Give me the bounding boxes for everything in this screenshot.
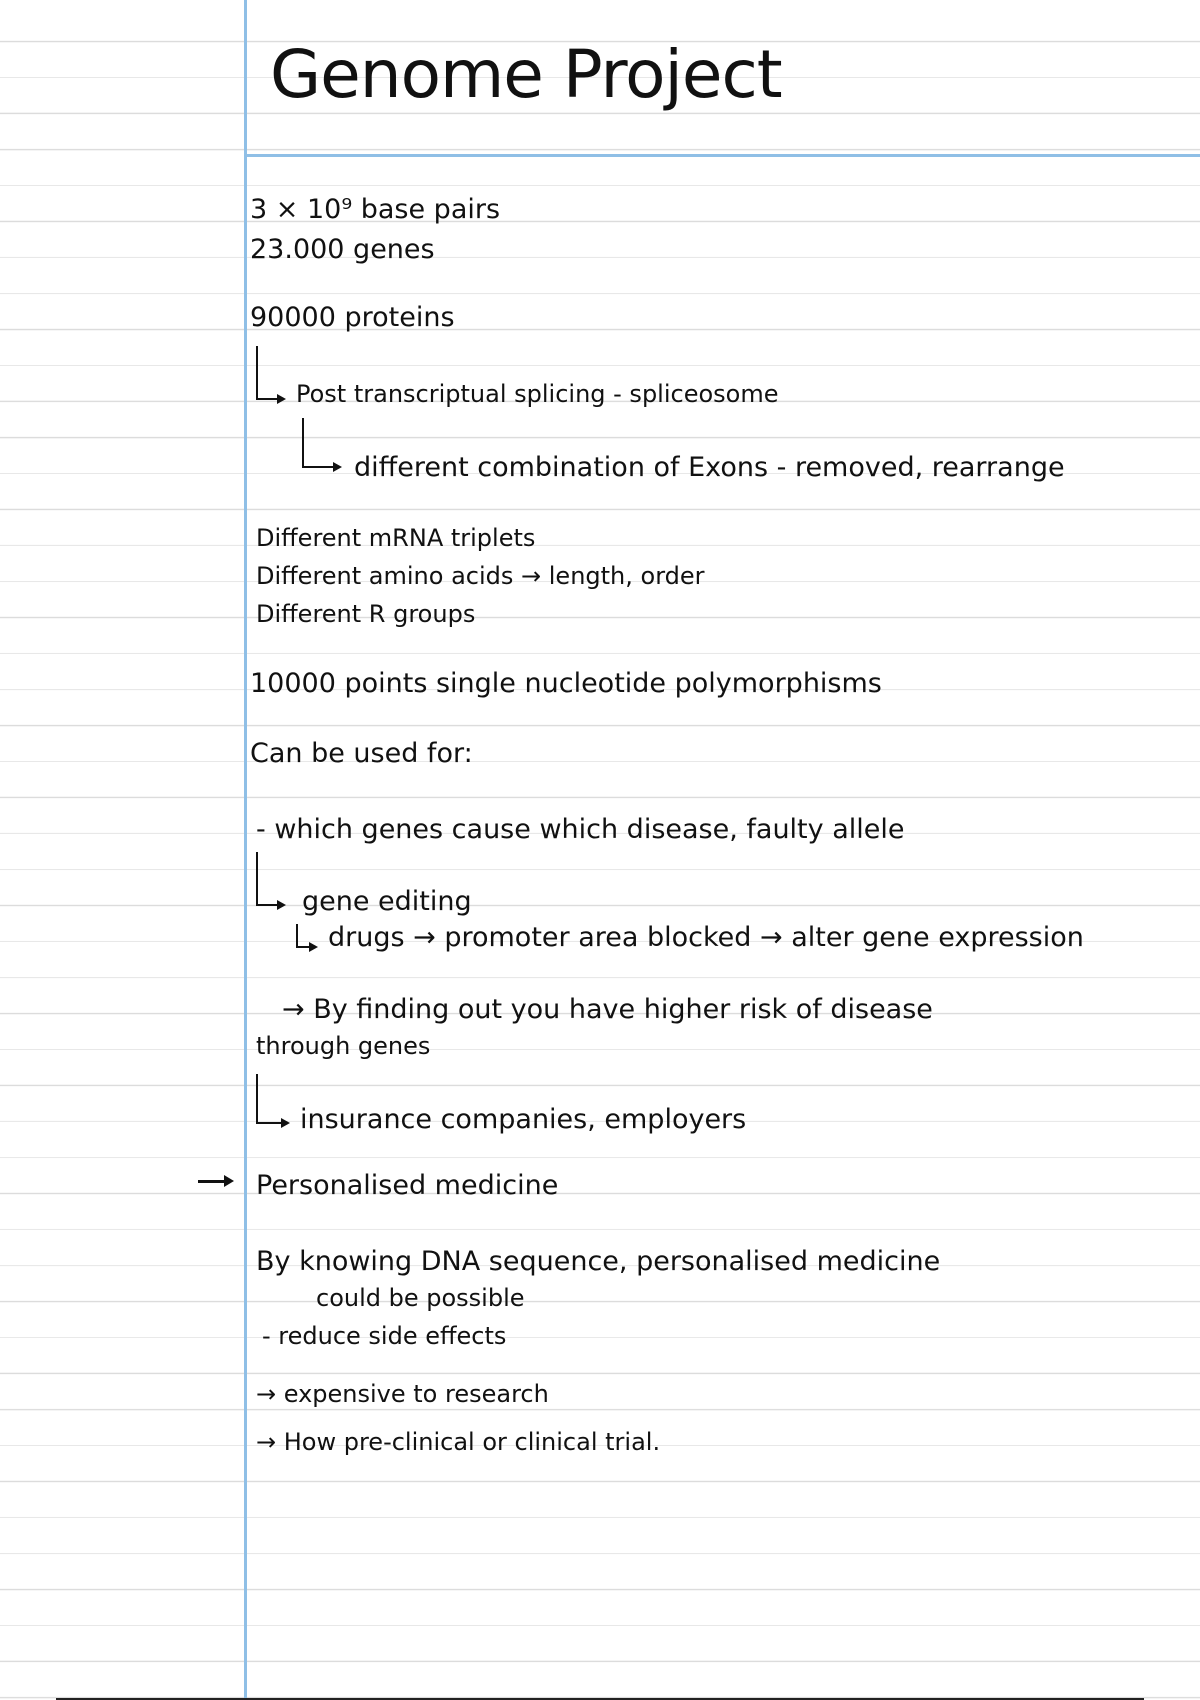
branch-arrow-icon	[256, 346, 278, 400]
note-rgroups: Different R groups	[256, 600, 476, 628]
note-could: could be possible	[316, 1284, 525, 1312]
branch-arrow-icon	[296, 924, 310, 948]
note-splicing: Post transcriptual splicing - spliceosome	[296, 380, 779, 408]
note-used-for: Can be used for:	[250, 738, 473, 769]
note-gene-editing: gene editing	[302, 886, 472, 917]
note-trial: → How pre-clinical or clinical trial.	[256, 1428, 661, 1456]
note-risk: → By finding out you have higher risk of disease	[282, 994, 933, 1025]
page-title: Genome Project	[270, 36, 782, 113]
branch-arrow-icon	[256, 852, 278, 906]
note-reduce: - reduce side effects	[262, 1322, 507, 1350]
note-expensive: → expensive to research	[256, 1380, 549, 1408]
note-mrna: Different mRNA triplets	[256, 524, 536, 552]
header-line	[244, 154, 1200, 157]
branch-arrow-icon	[302, 418, 334, 468]
note-through: through genes	[256, 1032, 431, 1060]
note-knowing: By knowing DNA sequence, personalised medicine	[256, 1246, 941, 1277]
note-drugs: drugs → promoter area blocked → alter gene expression	[328, 922, 1084, 953]
note-genes: 23.000 genes	[250, 234, 435, 265]
note-personalised: Personalised medicine	[256, 1170, 559, 1201]
note-disease: - which genes cause which disease, faulty allele	[256, 814, 905, 845]
margin-line	[244, 0, 247, 1700]
note-proteins: 90000 proteins	[250, 302, 455, 333]
note-amino: Different amino acids → length, order	[256, 562, 705, 590]
note-snp: 10000 points single nucleotide polymorphisms	[250, 668, 882, 699]
margin-arrow-icon	[198, 1180, 230, 1183]
note-base-pairs: 3 × 10⁹ base pairs	[250, 194, 501, 225]
branch-arrow-icon	[256, 1074, 282, 1124]
note-exons: different combination of Exons - removed, rearrange	[354, 452, 1065, 483]
note-insurance: insurance companies, employers	[300, 1104, 747, 1135]
